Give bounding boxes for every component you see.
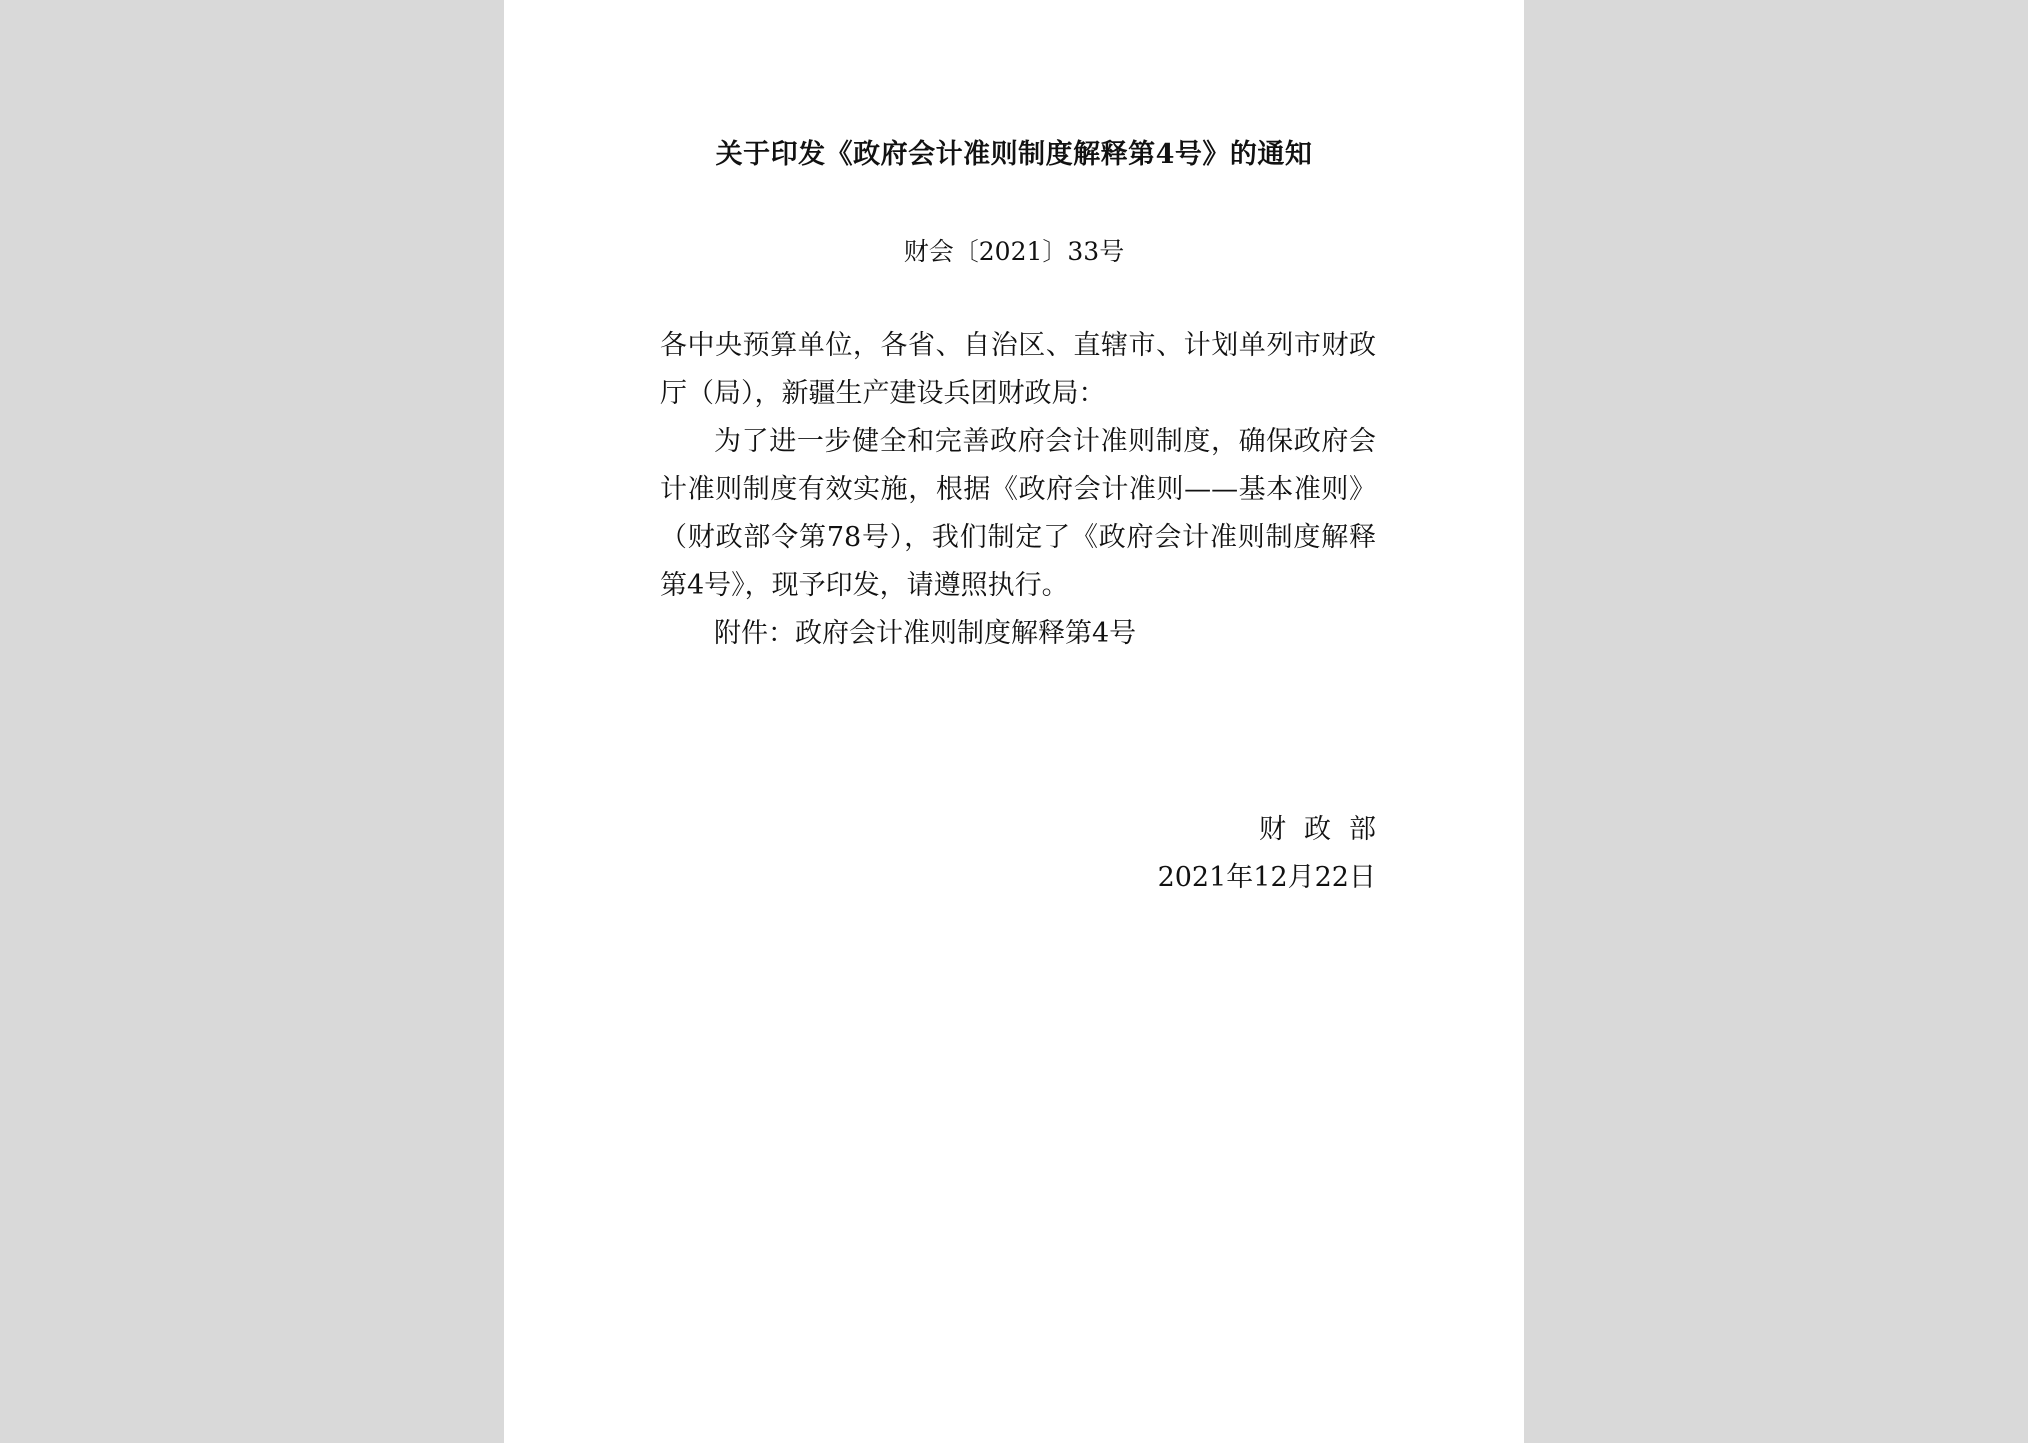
signature-department: 财政部 [1259,814,1394,845]
attachment-line: 附件：政府会计准则制度解释第4号 [714,618,1137,649]
signature-date: 2021年12月22日 [1157,862,1376,893]
addressee-paragraph: 各中央预算单位，各省、自治区、直辖市、计划单列市财政厅（局），新疆生产建设兵团财政局： [660,330,1376,409]
document-title: 关于印发《政府会计准则制度解释第4号》的通知 [715,139,1313,170]
document-number: 财会〔2021〕33号 [903,237,1125,266]
main-paragraph: 为了进一步健全和完善政府会计准则制度，确保政府会计准则制度有效实施，根据《政府会计准则——基本准则》（财政部令第78号），我们制定了《政府会计准则制度解释第4号》，现予印发，请遵照执行。 [660,426,1376,601]
document-page [504,0,1524,1443]
document-body [660,322,1376,658]
signature-block [1157,806,1394,902]
